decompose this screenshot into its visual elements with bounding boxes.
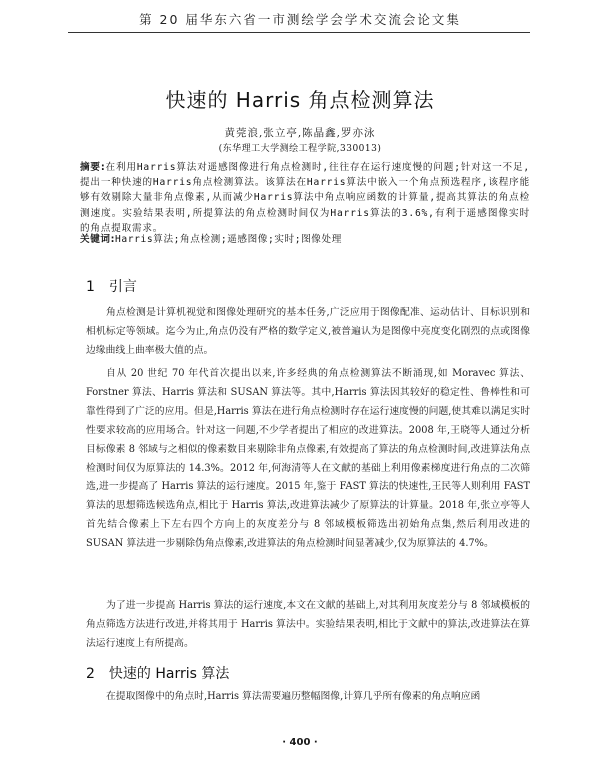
section-heading-fast-harris	[86, 663, 229, 683]
header-divider	[68, 32, 530, 33]
section-number: 2	[86, 666, 95, 682]
paper-affiliation: (东华理工大学测绘工程学院,330013)	[218, 144, 382, 154]
running-header: 第 20 届华东六省一市测绘学会学术交流会论文集	[139, 12, 461, 27]
section-heading-introduction	[86, 276, 137, 296]
section-title: 快速的 Harris 算法	[108, 666, 230, 682]
abstract-text: 在利用Harris算法对遥感图像进行角点检测时,往往存在运行速度慢的问题;针对这一不足,提出一种快速的Harris角点检测算法。该算法在Harris算法中嵌入一个角点预选程序,该程序能够有效剔除大量非角点像素,从而减少Harris算法中角点响应函数的计算量,提高其算法的角点检测速度。实验结果表明,所提算法的角点检测时间仅为Harris算法的3.6%,有利于遥感图像实时的角点提取需求。	[80, 162, 530, 234]
body-paragraph: 角点检测是计算机视觉和图像处理研究的基本任务,广泛应用于图像配准、运动估计、目标识别和相机标定等领域。迄今为止,角点仍没有严格的数学定义,被普遍认为是图像中亮度变化剧烈的点或图像边缘曲线上曲率极大值的点。	[86, 307, 530, 356]
section-number: 1	[86, 279, 95, 295]
keywords-text: Harris算法;角点检测;遥感图像;实时;图像处理	[115, 234, 342, 245]
abstract-block	[80, 160, 530, 236]
paper-authors: 黄莞浪,张立亭,陈晶鑫,罗亦泳	[224, 127, 376, 139]
body-paragraph: 自从 20 世纪 70 年代首次提出以来,许多经典的角点检测算法不断涌现,如 Moravec 算法、Forstner 算法、Harris 算法和 SUSAN 算法等。其中,Harris 算法因其较好的稳定性、鲁棒性和可靠性得到了广泛的应用。但是,Harris 算法在进行角点检测时存在运行速度慢的问题,使其难以满足实时性要求较高的应用场合。针对这一问题,不少学者提出了相应的改进算法。2008 年,王晓等人通过分析目标像素 8 邻域与之相似的像素数目来剔除非角点像素,有效提高了算法的角点检测时间,改进算法角点检测时间仅为原算法的 14.3%。2012 年,何海清等人在文献的基础上利用像素梯度进行角点的二次筛选,进一步提高了 Harris 算法的运行速度。2015 年,鉴于 FAST 算法的快速性,王民等人则利用 FAST 算法的思想筛选候选角点,相比于 Harris 算法,改进算法减少了原算法的计算量。2018 年,张立亭等人首先结合像素上下左右四个方向上的灰度差分与 8 邻域模板筛选出初始角点集,然后利用改进的 SUSAN 算法进一步剔除伪角点像素,改进算法的角点检测时间显著减少,仅为原算法的 4.7%。	[86, 368, 530, 550]
abstract-label: 摘要:	[80, 162, 106, 173]
page-number: · 400 ·	[282, 737, 318, 748]
body-paragraph: 在提取图像中的角点时,Harris 算法需要遍历整幅图像,计算几乎所有像素的角点响应函	[106, 691, 481, 702]
body-paragraph: 为了进一步提高 Harris 算法的运行速度,本文在文献的基础上,对其利用灰度差分与 8 邻域模板的角点筛选方法进行改进,并将其用于 Harris 算法中。实验结果表明,相比于文献中的算法,改进算法在算法运行速度上有所提高。	[86, 600, 530, 649]
keywords-label: 关键词:	[80, 234, 116, 245]
section-title: 引言	[108, 279, 137, 295]
paper-title: 快速的 Harris 角点检测算法	[165, 88, 435, 112]
keywords-block	[80, 231, 530, 245]
